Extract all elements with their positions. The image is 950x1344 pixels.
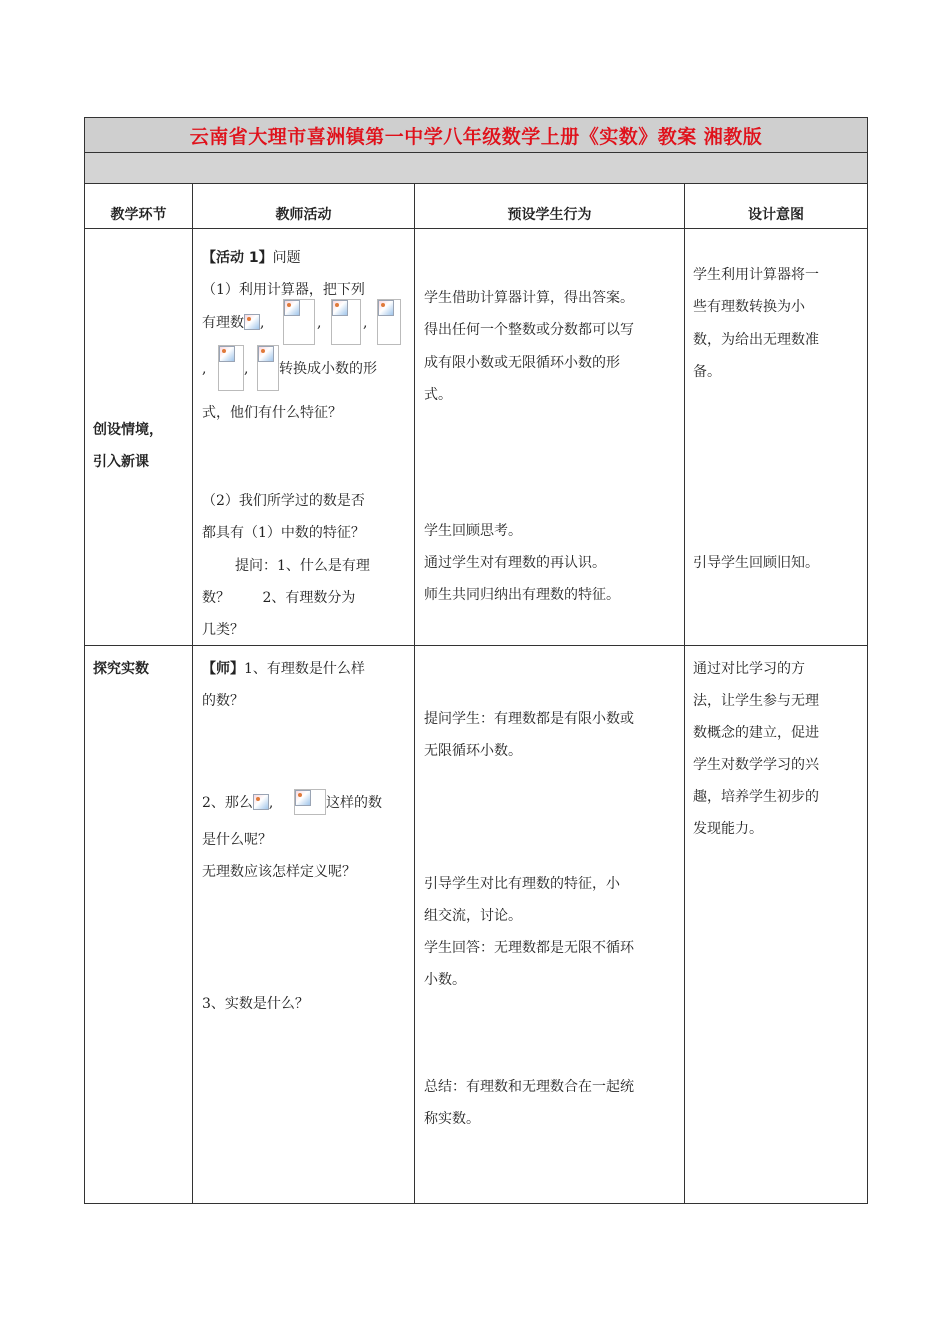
question2-line2: 都具有（1）中数的特征？	[202, 525, 365, 541]
intent-text-line: 数概念的建立，促进	[693, 725, 819, 741]
intent-text-line: 法，让学生参与无理	[693, 693, 819, 709]
stage-label: 探究实数	[93, 661, 149, 677]
question1-line2: 有理数 ,	[202, 315, 265, 331]
teacher-question2-line1: 2、那么 ,	[202, 795, 274, 811]
teacher-activity-cell	[193, 646, 415, 1204]
question1-line1: （1）利用计算器，把下列	[202, 282, 365, 298]
student-text-line: 无限循环小数。	[424, 743, 522, 759]
image-placeholder-icon	[258, 346, 274, 362]
intent-text-line: 学生对数学学习的兴	[693, 757, 819, 773]
comma-separator: ,	[244, 361, 249, 377]
student-text-line: 小数。	[424, 972, 466, 988]
teacher-question1-text: 1、有理数是什么样	[244, 661, 365, 677]
stage-label-line2: 引入新课	[93, 454, 149, 470]
table-row	[85, 646, 868, 1204]
image-placeholder-icon	[332, 300, 348, 316]
lesson-plan-table	[84, 117, 868, 1204]
question2-line1: （2）我们所学过的数是否	[202, 493, 365, 509]
teacher-question1-line1	[202, 653, 365, 685]
image-placeholder-box	[257, 345, 279, 391]
intent-text-line: 通过对比学习的方	[693, 661, 805, 677]
activity-heading	[202, 242, 301, 274]
intent-text-line: 发现能力。	[693, 821, 763, 837]
teacher-question1-line2: 的数？	[202, 693, 244, 709]
question1-line3: 转换成小数的形	[279, 361, 377, 377]
teacher-question2-line3: 无理数应该怎样定义呢？	[202, 864, 356, 880]
student-text-line: 称实数。	[424, 1111, 480, 1127]
teacher-question2-suffix: 这样的数	[326, 795, 382, 811]
stage-cell	[85, 229, 193, 646]
student-text-line: 通过学生对有理数的再认识。	[424, 555, 606, 571]
teacher-question2-prefix: 2、那么	[202, 795, 253, 811]
student-behavior-cell	[415, 646, 685, 1204]
image-placeholder-icon	[378, 300, 394, 316]
intent-text-line: 数，为给出无理数准	[693, 332, 819, 348]
intent-text-line: 学生利用计算器将一	[693, 267, 819, 283]
activity-word: 问题	[272, 250, 301, 266]
comma-separator: ,	[202, 361, 207, 377]
image-placeholder-icon	[284, 300, 300, 316]
student-text-line: 总结：有理数和无理数合在一起统	[424, 1079, 634, 1095]
question1-line4: 式，他们有什么特征？	[202, 405, 342, 421]
stage-cell	[85, 646, 193, 1204]
intent-text-line: 些有理数转换为小	[693, 299, 805, 315]
question2-line5: 几类？	[202, 622, 244, 638]
teacher-question2-line2: 是什么呢？	[202, 832, 272, 848]
header-design-intent: 设计意图	[685, 184, 868, 229]
student-behavior-cell	[415, 229, 685, 646]
table-row	[85, 229, 868, 646]
comma-separator: ,	[363, 315, 368, 331]
intent-text-line: 备。	[693, 364, 721, 380]
blank-row	[85, 153, 868, 184]
student-text-line: 得出任何一个整数或分数都可以写	[424, 322, 634, 338]
question1-prefix: 有理数	[202, 315, 244, 331]
comma-separator: ,	[317, 315, 322, 331]
question2-line3: 提问：1、什么是有理	[235, 558, 370, 574]
document-title: 云南省大理市喜洲镇第一中学八年级数学上册《实数》教案 湘教版	[85, 118, 868, 153]
student-text-line: 学生回顾思考。	[424, 523, 522, 539]
student-text-line: 师生共同归纳出有理数的特征。	[424, 587, 620, 603]
teacher-activity-cell	[193, 229, 415, 646]
teacher-question3: 3、实数是什么？	[202, 996, 309, 1012]
image-placeholder-box	[294, 789, 326, 815]
student-text-line: 学生回答：无理数都是无限不循环	[424, 940, 634, 956]
teacher-tag: 【师】	[202, 661, 244, 677]
image-placeholder-icon	[253, 794, 269, 810]
stage-label-line1: 创设情境，	[93, 422, 163, 438]
design-intent-cell	[685, 646, 868, 1204]
image-placeholder-box	[331, 299, 361, 345]
student-text-line: 提问学生：有理数都是有限小数或	[424, 711, 634, 727]
intent-text-line: 引导学生回顾旧知。	[693, 555, 819, 571]
student-text-line: 组交流，讨论。	[424, 908, 522, 924]
header-teacher-activity: 教师活动	[193, 184, 415, 229]
image-placeholder-box	[377, 299, 401, 345]
image-placeholder-icon	[295, 790, 311, 806]
student-text-line: 式。	[424, 387, 452, 403]
image-placeholder-box	[283, 299, 315, 345]
student-text-line: 引导学生对比有理数的特征，小	[424, 876, 620, 892]
image-placeholder-box	[218, 345, 244, 391]
header-stage: 教学环节	[85, 184, 193, 229]
question2-line4: 数？ 2、有理数分为	[202, 590, 356, 606]
student-text-line: 成有限小数或无限循环小数的形	[424, 355, 620, 371]
image-placeholder-icon	[244, 314, 260, 330]
image-placeholder-icon	[219, 346, 235, 362]
student-text-line: 学生借助计算器计算，得出答案。	[424, 290, 634, 306]
design-intent-cell	[685, 229, 868, 646]
activity-tag: 【活动 1】	[202, 250, 273, 266]
header-row	[85, 184, 868, 229]
lesson-plan-document	[84, 117, 867, 1204]
header-student-behavior: 预设学生行为	[415, 184, 685, 229]
intent-text-line: 趣，培养学生初步的	[693, 789, 819, 805]
